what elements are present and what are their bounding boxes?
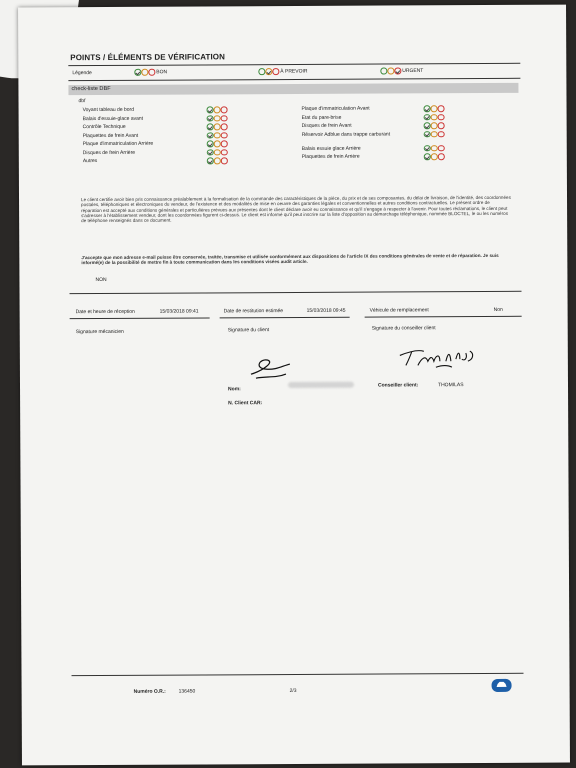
traffic-light-icon [424,153,445,160]
page-title: POINTS / ÉLÉMENTS DE VÉRIFICATION [70,52,226,63]
checklist-left [82,106,253,165]
checklist-item [301,145,442,152]
traffic-light-icon [258,68,279,75]
client-name-label: Nom: [228,386,241,393]
advisor-signature-image [396,341,486,373]
footer-divider [72,673,524,677]
legend-urgent [380,67,423,74]
divider [70,291,522,295]
checklist-right [301,105,442,160]
checklist-item [82,106,253,114]
client-card-label: N. Client CAR: [228,400,263,407]
divider [68,78,520,81]
vehicle-label: Véhicule de remplacement [369,307,429,314]
checklist-item [82,149,253,156]
page-number: 2/3 [289,687,297,695]
traffic-light-icon [207,132,228,139]
checklist-item [82,140,253,148]
or-number-value: 136450 [178,688,196,695]
restitution-label: Date de restitution estimée [223,308,284,315]
checklist-item [82,158,253,165]
checklist-item-label: Autres [82,158,98,165]
advisor-label: Conseiller client: [377,382,419,389]
checklist-item [82,123,253,131]
traffic-light-icon [424,131,445,138]
checklist-item-label: Plaque d'immatriculation Avant [301,105,370,112]
legend-warn [258,68,307,75]
traffic-light-icon [207,115,228,122]
legend-warn-label: À PREVOIR [280,68,308,75]
checklist-item [301,105,442,112]
checklist-item [301,153,442,160]
checklist-item-label: Plaquettes de frein Arrière [301,153,360,160]
legend-good-label: BON [156,69,168,76]
legend-label: Légende [72,70,92,77]
checklist-item [82,132,253,139]
legend-urgent-label: URGENT [402,67,424,75]
traffic-light-icon [207,140,228,147]
checklist-item-label: Disques de frein Avant [301,122,352,129]
section-subtitle: dbf [78,98,86,105]
traffic-light-icon [424,114,445,121]
vehicle-value: Non [493,306,503,313]
divider [70,317,210,319]
traffic-light-icon [207,157,228,164]
divider [68,63,520,67]
checklist-item-label: Balais essuie glace Arrière [301,145,361,152]
restitution-value: 15/03/2018 09:45 [306,307,346,314]
or-number-label: Numéro O.R.: [133,688,166,695]
traffic-light-icon [207,149,228,156]
email-consent-text: J'accepte que mon adresse e-mail puisse être conservée, traitée, transmise et utilisée conformément aux dispositions de l'article IX des conditions générales de vente et de réparation. Je suis informé(e) de la possibilité de mettre fin à toute communication dans les conditions visées audit article. [81,252,499,266]
section-band [68,83,518,95]
traffic-light-icon [380,67,401,74]
client-signature-image [246,352,296,382]
traffic-light-icon [207,106,228,113]
checklist-item-label: Contrôle Technique [82,123,126,131]
checklist-item [301,130,442,138]
checklist-item-label: Plaque d'immatriculation Arrière [82,140,154,148]
traffic-light-icon [424,122,445,129]
document-page [18,5,570,766]
checklist-item-label: Voyant tableau de bord [82,106,135,114]
section-title: check-liste DBF [71,85,111,93]
checklist-item-label: Réservoir Adblue dans trappe carburant [301,130,391,138]
divider [220,317,350,318]
advisor-value: THOMILAS [437,382,464,389]
checklist-item-label: Etat du pare-brise [301,114,342,121]
email-consent-answer: NON [95,276,107,284]
legend-good [134,69,167,76]
checklist-item [301,122,442,129]
advisor-signature-label: Signature du conseiller client [371,325,436,332]
redacted-client-name [288,382,354,388]
divider [365,316,522,318]
terms-paragraph: Le client certifie avoir bien pris connaissance préalablement à la formalisation de la commande des caractéristiques de la pièce, du prix et de ses composantes, du délai de livraison, de l'identité, des coordonnées postales, téléphoniques et électroniques du vendeur, de l'existence et des modalités de mise en oeuvre des garanties légales et conventionnelles et autres conditions contractuelles. Le présent ordre de réparation est accepté aux conditions générales et particulières prévues aux présentes dont le client déclare avoir eu connaissance et qu'il s'engage à respecter à l'avenir. Pour toutes réclamations, le client peut s'adresser à l'établissement vendeur, dont les coordonnées figurent ci-dessus. Le client est informé qu'il peut inscrire sur la liste d'opposition au démarchage téléphonique, nommée BLOCTEL, le ou les numéros de téléphone renseignés dans ce document. [81,194,511,224]
reception-label: Date et heure de réception [75,308,135,316]
car-icon [496,681,508,689]
traffic-light-icon [424,145,445,152]
checklist-item-label: Disques de frein Arrière [82,149,136,156]
checklist-item-label: Plaquettes de frein Avant [82,132,139,139]
traffic-light-icon [207,123,228,130]
reception-value: 15/03/2018 09:41 [159,308,199,315]
mechanic-signature-label: Signature mécanicien [75,328,124,336]
traffic-light-icon [134,69,155,76]
checklist-item [301,114,442,121]
checklist-item-label: Balais d'essuie-glace avant [82,115,144,122]
client-signature-label: Signature du client [227,327,270,334]
checklist-item [82,115,253,122]
traffic-light-icon [424,105,445,112]
brand-logo [492,679,512,692]
